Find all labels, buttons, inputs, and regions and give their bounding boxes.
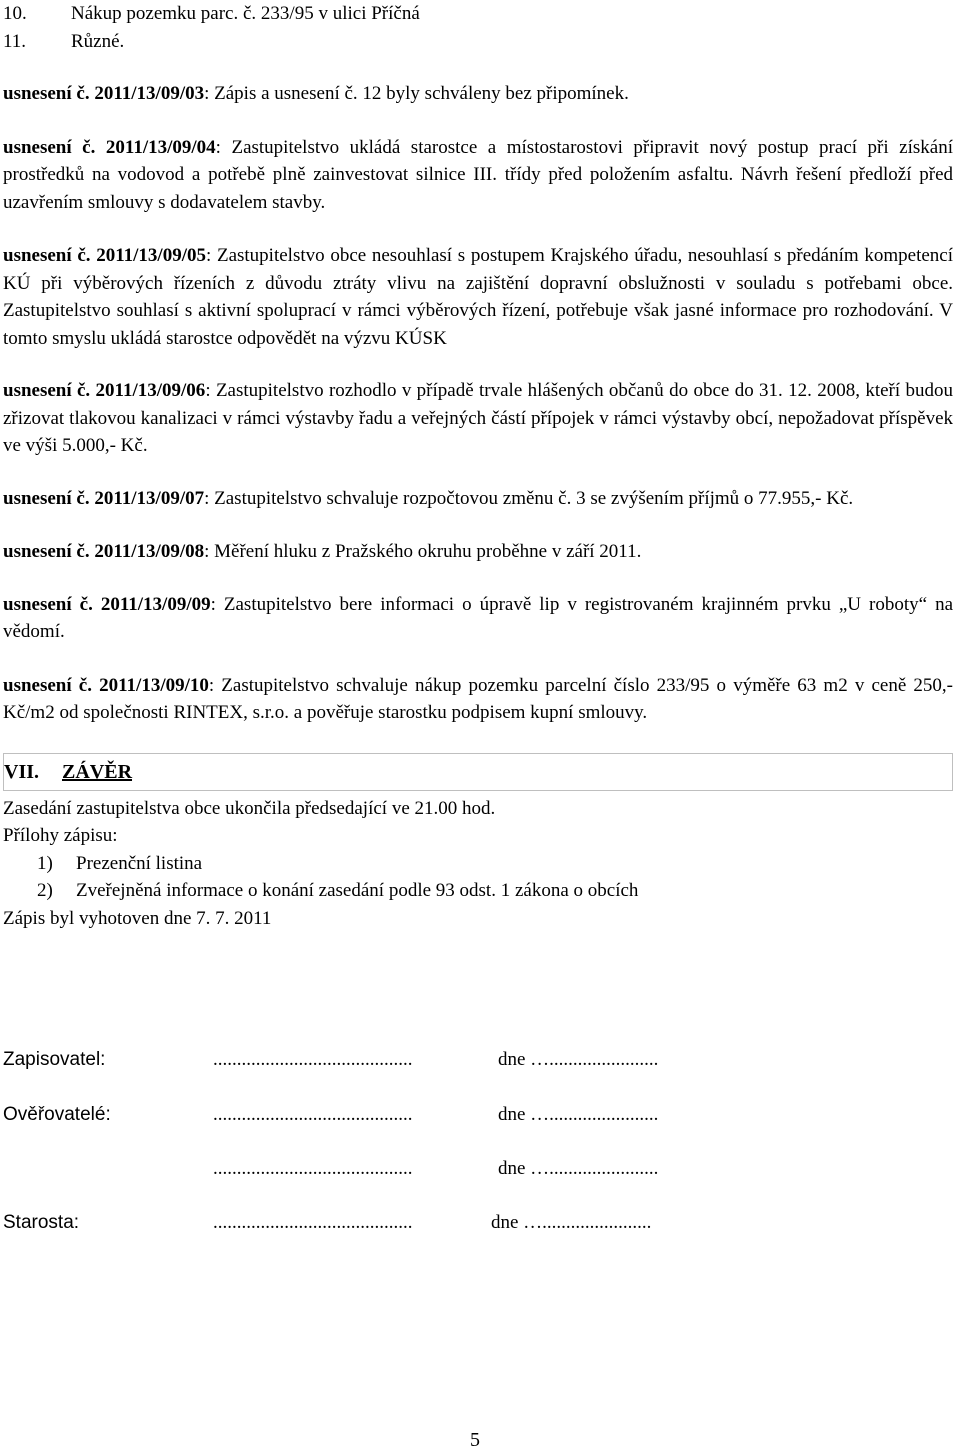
signature-date: dne …....................... <box>498 1158 659 1179</box>
signature-line-overovatele <box>3 1101 953 1129</box>
section-number: VII. <box>4 760 40 783</box>
resolution-10 <box>3 672 953 727</box>
resolution-text: : Zastupitelstvo bere informaci o úpravě lip v registrovaném krajinném prvku „U roboty“ na vědomí. <box>3 593 953 642</box>
resolution-label: usnesení č. 2011/13/09/06 <box>3 380 206 401</box>
resolution-label: usnesení č. 2011/13/09/05 <box>3 245 206 266</box>
section-heading <box>3 753 953 791</box>
resolution-label: usnesení č. 2011/13/09/10 <box>3 674 209 696</box>
resolution-label: usnesení č. 2011/13/09/04 <box>3 136 216 158</box>
signature-dots: .......................................... <box>213 1104 413 1125</box>
signature-line-zapisovatel <box>3 1046 953 1074</box>
signature-label: Ověřovatelé: <box>3 1104 111 1125</box>
agenda-item <box>3 0 953 28</box>
resolution-text: : Měření hluku z Pražského okruhu proběhne v září 2011. <box>204 541 642 562</box>
resolution-label: usnesení č. 2011/13/09/08 <box>3 541 205 562</box>
attachments-heading: Přílohy zápisu: <box>3 825 118 846</box>
attachment-number: 2) <box>37 880 53 901</box>
closing-block <box>3 795 953 933</box>
signature-date: dne …....................... <box>498 1104 659 1125</box>
agenda-text: Nákup pozemku parc. č. 233/95 v ulici Příčná <box>71 3 420 24</box>
completion-date-line: Zápis byl vyhotoven dne 7. 7. 2011 <box>3 907 272 929</box>
signature-dots: .......................................... <box>213 1049 413 1070</box>
attachment-text: Prezenční listina <box>76 852 203 874</box>
resolution-03 <box>3 80 953 108</box>
closing-line: Zasedání zastupitelstva obce ukončila předsedající ve 21.00 hod. <box>3 797 496 819</box>
resolution-04 <box>3 134 953 217</box>
signature-dots: .......................................... <box>213 1212 413 1233</box>
signature-label: Zapisovatel: <box>3 1049 106 1070</box>
resolution-text: : Zápis a usnesení č. 12 byly schváleny bez připomínek. <box>204 83 629 104</box>
resolution-label: usnesení č. 2011/13/09/09 <box>3 593 211 615</box>
signature-dots: .......................................... <box>213 1158 413 1179</box>
attachment-number: 1) <box>37 852 53 874</box>
resolution-05 <box>3 242 953 352</box>
agenda-number: 11. <box>3 31 27 52</box>
resolution-label: usnesení č. 2011/13/09/07 <box>3 487 205 509</box>
resolution-text: : Zastupitelstvo rozhodlo v případě trvale hlášených občanů do obce do 31. 12. 2008, kteří budou zřizovat tlakovou kanalizaci v rámci výstavby řadu a veřejných částí přípojek v rámci výstavby obcí, nepožadovat příspěvek ve výši 5.000,- Kč. <box>3 380 954 456</box>
resolution-07 <box>3 485 953 513</box>
agenda-item <box>3 28 953 56</box>
resolution-06 <box>3 377 953 460</box>
agenda-list <box>3 0 953 56</box>
section-title: ZÁVĚR <box>62 760 133 783</box>
resolution-text: : Zastupitelstvo schvaluje rozpočtovou změnu č. 3 se zvýšením příjmů o 77.955,- Kč. <box>204 487 854 509</box>
signature-date: dne …....................... <box>491 1212 652 1233</box>
resolution-label: usnesení č. 2011/13/09/03 <box>3 83 205 104</box>
resolution-08 <box>3 538 953 566</box>
attachment-item <box>3 850 953 878</box>
resolution-text: : Zastupitelstvo schvaluje nákup pozemku parcelní číslo 233/95 o výměře 63 m2 v ceně 250,- Kč/m2 od společnosti RINTEX, s.r.o. a pověřuje starostku podpisem kupní smlouvy. <box>3 674 953 723</box>
resolution-09 <box>3 591 953 646</box>
signature-line-starosta <box>3 1209 953 1237</box>
signature-label: Starosta: <box>3 1212 80 1233</box>
agenda-number: 10. <box>3 3 27 24</box>
attachment-text: Zveřejněná informace o konání zasedání podle 93 odst. 1 zákona o obcích <box>76 880 639 901</box>
attachment-item <box>3 877 953 905</box>
signature-date: dne …....................... <box>498 1049 659 1070</box>
signature-line-overovatele-2 <box>3 1155 953 1183</box>
resolution-text: : Zastupitelstvo ukládá starostce a místostarostovi připravit nový postup prací při získání prostředků na vodovod a potřebě plně zainvestovat silnice III. třídy před položením asfaltu. Návrh řešení předloží před uzavřením smlouvy s dodavatelem stavby. <box>3 136 953 213</box>
resolution-text: : Zastupitelstvo obce nesouhlasí s postupem Krajského úřadu, nesouhlasí s předáním kompetencí KÚ při výběrových řízeních z důvodu ztráty vlivu na zajištění dopravní obslužnosti v souladu s potřebami obce. Zastupitelstvo souhlasí s aktivní spoluprací v rámci výběrových řízení, potřebuje však jasné informace pro rozhodování. V tomto smyslu ukládá starostce odpovědět na výzvu KÚSK <box>3 245 953 349</box>
page-number: 5 <box>470 1429 480 1451</box>
agenda-text: Různé. <box>71 31 125 52</box>
document-page <box>3 0 953 932</box>
